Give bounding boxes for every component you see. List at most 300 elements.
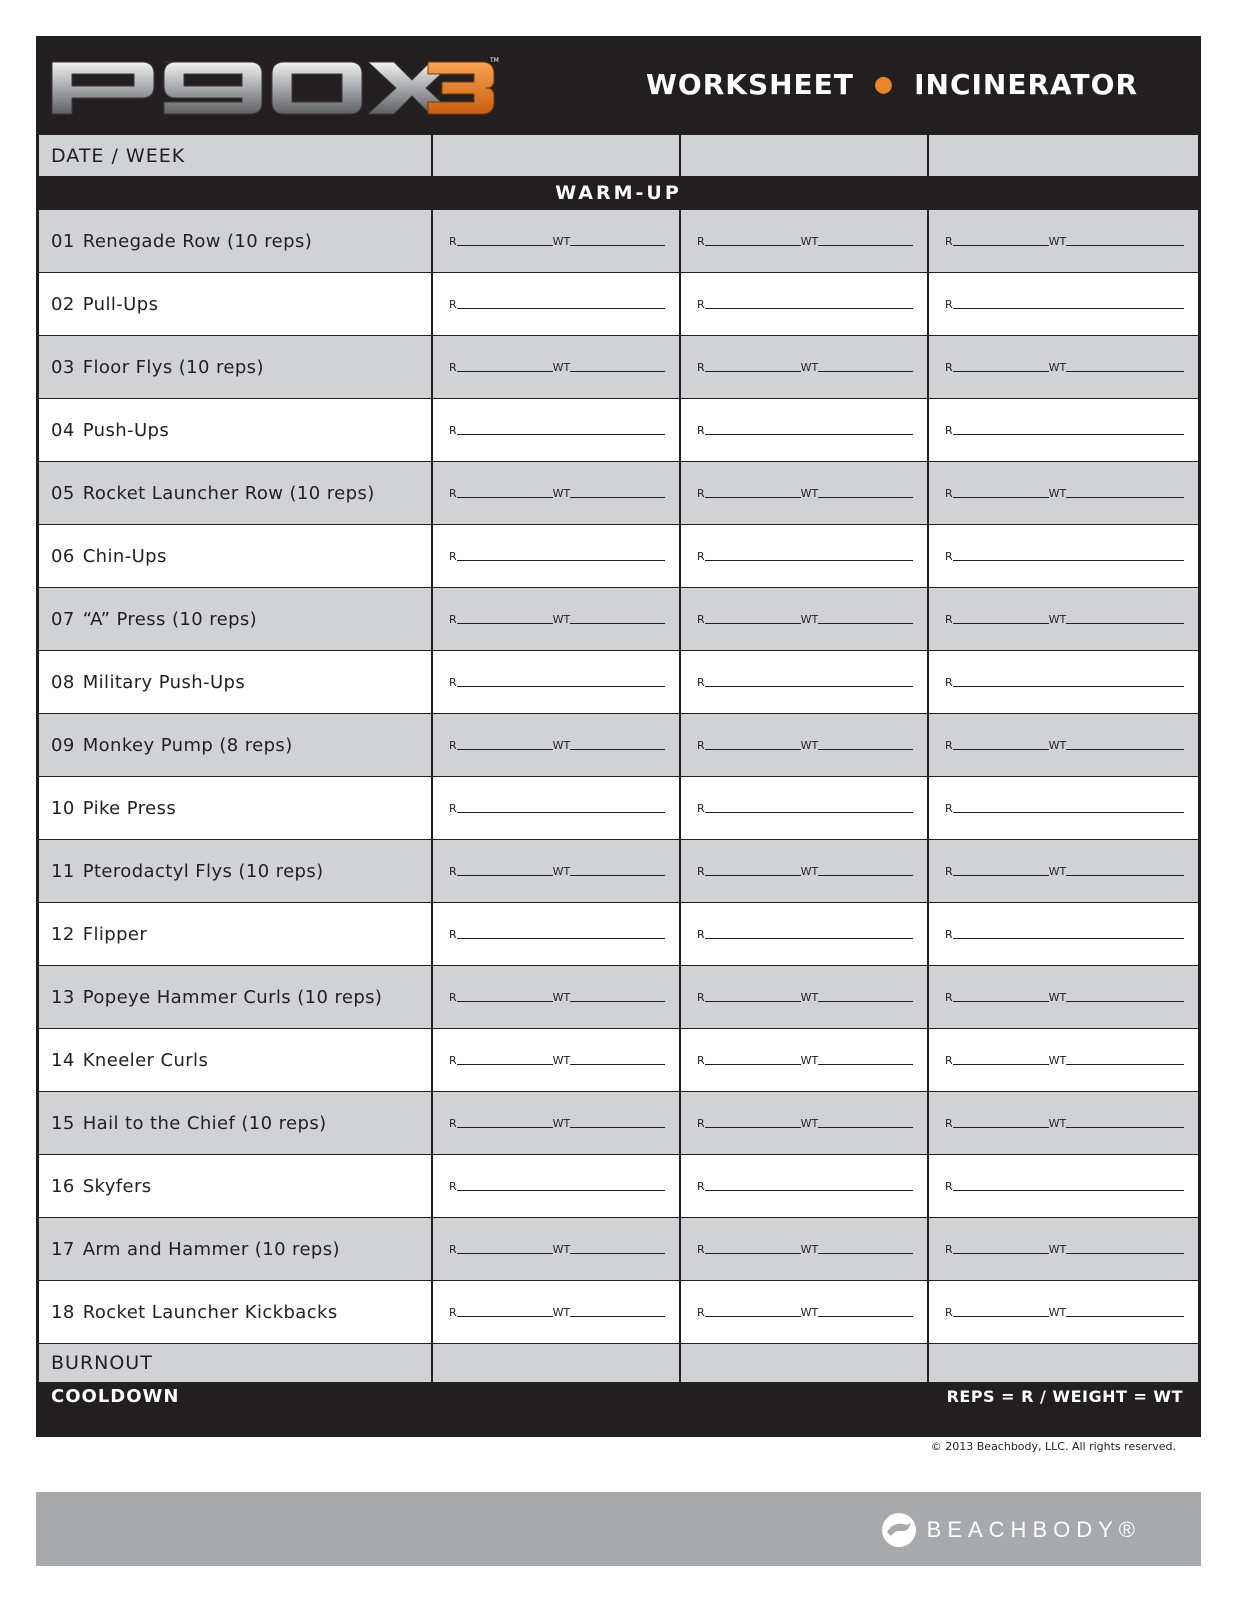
exercise-name (39, 336, 432, 399)
entry-cell[interactable] (680, 135, 928, 177)
reps-line[interactable] (953, 1253, 1049, 1254)
reps-weight-field[interactable] (681, 1116, 927, 1130)
exercise-number: 14 (51, 1049, 75, 1071)
exercise-label: Arm and Hammer (10 reps) (82, 1238, 340, 1260)
weight-label: WT (800, 361, 819, 374)
reps-label: R (945, 424, 953, 437)
reps-weight-field[interactable] (929, 675, 1198, 689)
exercise-row (39, 1092, 1198, 1155)
weight-label: WT (800, 235, 819, 248)
weight-line[interactable] (1066, 875, 1184, 876)
worksheet-title: WORKSHEET ● INCINERATOR (646, 68, 1139, 101)
weight-line[interactable] (570, 1001, 665, 1002)
reps-weight-field[interactable] (433, 612, 679, 626)
weight-line[interactable] (1066, 1253, 1184, 1254)
weight-line[interactable] (570, 875, 665, 876)
weight-line[interactable] (818, 623, 913, 624)
reps-label: R (945, 676, 953, 689)
weight-label: WT (552, 361, 571, 374)
reps-line[interactable] (705, 812, 913, 813)
reps-line[interactable] (705, 1064, 801, 1065)
reps-weight-field[interactable] (681, 1179, 927, 1193)
weight-label: WT (552, 235, 571, 248)
log-cell (680, 1218, 928, 1281)
log-cell (432, 651, 680, 714)
reps-weight-field[interactable] (681, 1305, 927, 1319)
reps-label: R (449, 991, 457, 1004)
log-cell (680, 525, 928, 588)
weight-line[interactable] (818, 371, 913, 372)
reps-weight-field[interactable] (929, 864, 1198, 878)
exercise-name (39, 462, 432, 525)
reps-label: R (449, 361, 457, 374)
p90x3-logo (50, 56, 500, 118)
exercise-number: 01 (51, 230, 75, 252)
reps-weight-field[interactable] (929, 297, 1198, 311)
weight-line[interactable] (1066, 1316, 1184, 1317)
date-week-label: DATE / WEEK (39, 135, 432, 177)
weight-line[interactable] (570, 1253, 665, 1254)
exercise-row (39, 1218, 1198, 1281)
reps-weight-field[interactable] (681, 1053, 927, 1067)
log-cell (680, 399, 928, 462)
reps-line[interactable] (705, 371, 801, 372)
reps-weight-field[interactable] (681, 738, 927, 752)
exercise-number: 16 (51, 1175, 75, 1197)
reps-weight-field[interactable] (433, 360, 679, 374)
reps-line[interactable] (705, 1001, 801, 1002)
reps-line[interactable] (705, 749, 801, 750)
weight-label: WT (1048, 1117, 1067, 1130)
log-cell (680, 336, 928, 399)
entry-cell[interactable] (928, 135, 1198, 177)
log-cell (432, 840, 680, 903)
legend-text: REPS = R / WEIGHT = WT (946, 1387, 1183, 1406)
reps-label: R (697, 1117, 705, 1130)
weight-label: WT (1048, 361, 1067, 374)
reps-weight-field[interactable] (929, 927, 1198, 941)
reps-weight-field[interactable] (929, 1053, 1198, 1067)
reps-weight-field[interactable] (681, 801, 927, 815)
weight-line[interactable] (818, 1001, 913, 1002)
weight-line[interactable] (818, 497, 913, 498)
weight-line[interactable] (1066, 497, 1184, 498)
weight-line[interactable] (818, 1127, 913, 1128)
exercise-name (39, 777, 432, 840)
exercise-name (39, 1029, 432, 1092)
reps-weight-field[interactable] (929, 1305, 1198, 1319)
reps-label: R (697, 1180, 705, 1193)
weight-line[interactable] (570, 245, 665, 246)
exercise-row (39, 588, 1198, 651)
weight-label: WT (1048, 739, 1067, 752)
log-cell (680, 1155, 928, 1218)
exercise-number: 12 (51, 923, 75, 945)
reps-label: R (945, 1243, 953, 1256)
weight-line[interactable] (570, 623, 665, 624)
weight-line[interactable] (570, 1127, 665, 1128)
reps-weight-field[interactable] (929, 738, 1198, 752)
reps-label: R (697, 1243, 705, 1256)
reps-label: R (945, 865, 953, 878)
log-cell (928, 336, 1198, 399)
reps-weight-field[interactable] (433, 927, 679, 941)
log-cell (928, 210, 1198, 273)
log-cell (432, 588, 680, 651)
reps-label: R (449, 550, 457, 563)
reps-weight-field[interactable] (929, 486, 1198, 500)
log-cell (928, 588, 1198, 651)
reps-weight-field[interactable] (681, 486, 927, 500)
reps-label: R (449, 1306, 457, 1319)
weight-label: WT (800, 1243, 819, 1256)
reps-line[interactable] (953, 497, 1049, 498)
reps-line[interactable] (705, 1316, 801, 1317)
beachbody-wave-icon (881, 1512, 917, 1548)
exercise-number: 06 (51, 545, 75, 567)
weight-line[interactable] (818, 749, 913, 750)
reps-line[interactable] (953, 938, 1184, 939)
log-cell (680, 966, 928, 1029)
reps-weight-field[interactable] (929, 612, 1198, 626)
reps-weight-field[interactable] (681, 297, 927, 311)
log-cell (928, 966, 1198, 1029)
exercise-row (39, 399, 1198, 462)
exercise-name (39, 651, 432, 714)
reps-line[interactable] (953, 1316, 1049, 1317)
beachbody-logo: BEACHBODY® (881, 1512, 1141, 1548)
reps-line[interactable] (457, 1001, 553, 1002)
reps-weight-field[interactable] (929, 549, 1198, 563)
reps-weight-field[interactable] (433, 297, 679, 311)
log-cell (928, 651, 1198, 714)
log-cell (928, 840, 1198, 903)
reps-weight-field[interactable] (929, 234, 1198, 248)
reps-weight-field[interactable] (681, 927, 927, 941)
log-cell (928, 903, 1198, 966)
reps-line[interactable] (953, 1190, 1184, 1191)
log-cell (432, 1281, 680, 1344)
reps-line[interactable] (705, 623, 801, 624)
exercise-row (39, 651, 1198, 714)
reps-weight-field[interactable] (929, 1242, 1198, 1256)
svg-text:TM: TM (490, 57, 499, 64)
reps-line[interactable] (457, 1253, 553, 1254)
weight-line[interactable] (818, 245, 913, 246)
weight-line[interactable] (1066, 1064, 1184, 1065)
weight-line[interactable] (1066, 245, 1184, 246)
reps-line[interactable] (705, 1190, 913, 1191)
reps-label: R (697, 802, 705, 815)
log-cell (432, 1155, 680, 1218)
reps-weight-field[interactable] (929, 1179, 1198, 1193)
weight-line[interactable] (570, 497, 665, 498)
log-cell (432, 525, 680, 588)
exercise-label: Popeye Hammer Curls (10 reps) (82, 986, 383, 1008)
reps-line[interactable] (705, 1253, 801, 1254)
exercise-number: 11 (51, 860, 75, 882)
reps-weight-field[interactable] (681, 675, 927, 689)
reps-line[interactable] (953, 812, 1184, 813)
reps-line[interactable] (953, 560, 1184, 561)
reps-line[interactable] (457, 1190, 665, 1191)
reps-weight-field[interactable] (433, 423, 679, 437)
weight-line[interactable] (1066, 1127, 1184, 1128)
reps-line[interactable] (457, 371, 553, 372)
weight-label: WT (552, 991, 571, 1004)
reps-line[interactable] (953, 749, 1049, 750)
log-cell (928, 1029, 1198, 1092)
weight-label: WT (800, 487, 819, 500)
reps-line[interactable] (705, 308, 913, 309)
weight-line[interactable] (570, 1064, 665, 1065)
weight-line[interactable] (570, 749, 665, 750)
reps-weight-field[interactable] (433, 1116, 679, 1130)
reps-line[interactable] (953, 245, 1049, 246)
log-cell (432, 210, 680, 273)
reps-weight-field[interactable] (433, 1305, 679, 1319)
warmup-label: WARM-UP (39, 177, 1198, 210)
log-cell (432, 1092, 680, 1155)
reps-weight-field[interactable] (929, 801, 1198, 815)
exercise-row (39, 903, 1198, 966)
reps-label: R (449, 928, 457, 941)
reps-line[interactable] (953, 434, 1184, 435)
reps-line[interactable] (953, 686, 1184, 687)
reps-label: R (945, 928, 953, 941)
reps-weight-field[interactable] (433, 486, 679, 500)
log-cell (928, 1092, 1198, 1155)
warmup-row (39, 177, 1198, 210)
reps-weight-field[interactable] (681, 990, 927, 1004)
reps-line[interactable] (705, 245, 801, 246)
reps-weight-field[interactable] (433, 1242, 679, 1256)
reps-line[interactable] (457, 749, 553, 750)
exercise-label: Pull-Ups (82, 293, 159, 315)
reps-weight-field[interactable] (681, 864, 927, 878)
reps-label: R (945, 802, 953, 815)
weight-line[interactable] (818, 1064, 913, 1065)
reps-label: R (449, 1180, 457, 1193)
reps-line[interactable] (953, 1127, 1049, 1128)
weight-label: WT (552, 1243, 571, 1256)
reps-line[interactable] (457, 1316, 553, 1317)
weight-label: WT (800, 991, 819, 1004)
footer-bar (36, 1492, 1201, 1566)
reps-weight-field[interactable] (433, 864, 679, 878)
log-cell (928, 525, 1198, 588)
weight-line[interactable] (1066, 623, 1184, 624)
weight-line[interactable] (570, 1316, 665, 1317)
reps-line[interactable] (457, 686, 665, 687)
exercise-label: Military Push-Ups (82, 671, 246, 693)
reps-label: R (449, 424, 457, 437)
reps-line[interactable] (457, 812, 665, 813)
reps-line[interactable] (457, 1064, 553, 1065)
weight-label: WT (800, 865, 819, 878)
reps-weight-field[interactable] (433, 990, 679, 1004)
reps-line[interactable] (457, 938, 665, 939)
log-cell (928, 1218, 1198, 1281)
log-cell (680, 210, 928, 273)
reps-label: R (449, 1117, 457, 1130)
reps-line[interactable] (457, 497, 553, 498)
reps-weight-field[interactable] (681, 612, 927, 626)
exercise-row (39, 525, 1198, 588)
exercise-label: Hail to the Chief (10 reps) (82, 1112, 327, 1134)
exercise-label: Flipper (82, 923, 148, 945)
exercise-row (39, 210, 1198, 273)
exercise-name (39, 1218, 432, 1281)
log-cell (928, 1155, 1198, 1218)
reps-line[interactable] (705, 1127, 801, 1128)
log-cell (680, 1281, 928, 1344)
reps-line[interactable] (457, 434, 665, 435)
exercise-number: 15 (51, 1112, 75, 1134)
exercise-row (39, 777, 1198, 840)
exercise-name (39, 273, 432, 336)
reps-line[interactable] (457, 308, 665, 309)
log-cell (432, 273, 680, 336)
reps-weight-field[interactable] (681, 234, 927, 248)
burnout-label: BURNOUT (39, 1344, 432, 1383)
reps-line[interactable] (705, 686, 913, 687)
reps-label: R (697, 361, 705, 374)
exercise-number: 13 (51, 986, 75, 1008)
log-cell (928, 273, 1198, 336)
weight-line[interactable] (818, 1316, 913, 1317)
reps-weight-field[interactable] (433, 738, 679, 752)
log-cell (680, 651, 928, 714)
reps-line[interactable] (457, 623, 553, 624)
exercise-label: Pike Press (82, 797, 177, 819)
reps-label: R (945, 361, 953, 374)
weight-label: WT (1048, 1306, 1067, 1319)
reps-weight-field[interactable] (433, 549, 679, 563)
reps-line[interactable] (953, 308, 1184, 309)
weight-line[interactable] (570, 371, 665, 372)
exercise-number: 08 (51, 671, 75, 693)
reps-line[interactable] (705, 875, 801, 876)
log-cell (432, 336, 680, 399)
exercise-name (39, 1281, 432, 1344)
bullet-dot-icon: ● (873, 72, 895, 97)
log-cell (680, 1092, 928, 1155)
exercise-name (39, 1092, 432, 1155)
reps-weight-field[interactable] (681, 549, 927, 563)
reps-line[interactable] (457, 1127, 553, 1128)
weight-line[interactable] (818, 1253, 913, 1254)
exercise-number: 03 (51, 356, 75, 378)
exercise-label: Kneeler Curls (82, 1049, 209, 1071)
reps-line[interactable] (953, 1064, 1049, 1065)
log-cell (432, 903, 680, 966)
exercise-name (39, 840, 432, 903)
reps-label: R (697, 865, 705, 878)
reps-label: R (945, 1117, 953, 1130)
reps-line[interactable] (457, 560, 665, 561)
weight-label: WT (1048, 1054, 1067, 1067)
reps-label: R (449, 613, 457, 626)
reps-line[interactable] (953, 371, 1049, 372)
weight-label: WT (800, 1054, 819, 1067)
entry-cell[interactable] (432, 135, 680, 177)
reps-weight-field[interactable] (433, 1053, 679, 1067)
exercise-label: Skyfers (82, 1175, 152, 1197)
date-week-row (39, 135, 1198, 177)
reps-label: R (945, 487, 953, 500)
reps-line[interactable] (457, 875, 553, 876)
reps-line[interactable] (953, 1001, 1049, 1002)
reps-label: R (945, 298, 953, 311)
reps-weight-field[interactable] (929, 1116, 1198, 1130)
workout-table (39, 134, 1198, 1382)
cooldown-label: COOLDOWN (51, 1386, 180, 1407)
reps-weight-field[interactable] (433, 675, 679, 689)
weight-line[interactable] (1066, 749, 1184, 750)
reps-weight-field[interactable] (929, 990, 1198, 1004)
reps-weight-field[interactable] (681, 360, 927, 374)
reps-label: R (945, 1054, 953, 1067)
weight-line[interactable] (1066, 371, 1184, 372)
weight-label: WT (552, 739, 571, 752)
reps-label: R (945, 991, 953, 1004)
reps-label: R (697, 739, 705, 752)
exercise-number: 10 (51, 797, 75, 819)
reps-label: R (697, 1306, 705, 1319)
reps-label: R (945, 1180, 953, 1193)
reps-line[interactable] (705, 497, 801, 498)
weight-label: WT (1048, 991, 1067, 1004)
reps-weight-field[interactable] (929, 360, 1198, 374)
reps-label: R (945, 613, 953, 626)
reps-line[interactable] (705, 434, 913, 435)
reps-label: R (697, 424, 705, 437)
exercise-label: Chin-Ups (82, 545, 167, 567)
reps-line[interactable] (457, 245, 553, 246)
reps-weight-field[interactable] (433, 1179, 679, 1193)
weight-label: WT (1048, 1243, 1067, 1256)
weight-label: WT (552, 487, 571, 500)
reps-weight-field[interactable] (929, 423, 1198, 437)
reps-label: R (945, 1306, 953, 1319)
reps-weight-field[interactable] (681, 423, 927, 437)
weight-line[interactable] (1066, 1001, 1184, 1002)
reps-line[interactable] (953, 875, 1049, 876)
reps-weight-field[interactable] (681, 1242, 927, 1256)
reps-weight-field[interactable] (433, 234, 679, 248)
exercise-number: 02 (51, 293, 75, 315)
reps-label: R (449, 298, 457, 311)
reps-line[interactable] (705, 560, 913, 561)
exercise-label: Monkey Pump (8 reps) (82, 734, 293, 756)
exercise-number: 17 (51, 1238, 75, 1260)
weight-label: WT (800, 1117, 819, 1130)
log-cell (928, 399, 1198, 462)
reps-line[interactable] (705, 938, 913, 939)
header-bar (36, 36, 1201, 134)
exercise-row (39, 462, 1198, 525)
exercise-name (39, 399, 432, 462)
reps-label: R (697, 928, 705, 941)
weight-label: WT (1048, 487, 1067, 500)
reps-line[interactable] (953, 623, 1049, 624)
reps-label: R (697, 487, 705, 500)
weight-line[interactable] (818, 875, 913, 876)
reps-label: R (449, 802, 457, 815)
reps-weight-field[interactable] (433, 801, 679, 815)
exercise-row (39, 840, 1198, 903)
